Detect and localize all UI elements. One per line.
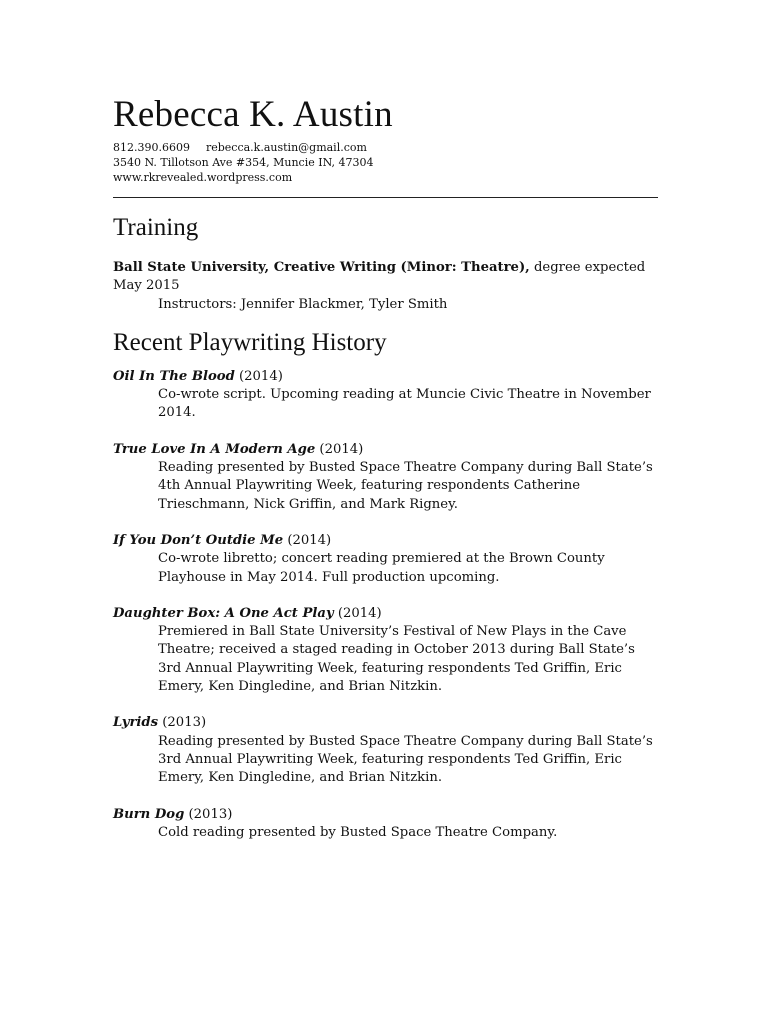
phone-number: 812.390.6609 [113, 141, 190, 154]
degree-text: degree expected May 2015 [113, 260, 646, 294]
play-year: (2014) [283, 532, 332, 548]
history-entry [113, 806, 658, 843]
play-year: (2014) [234, 368, 283, 384]
history-heading: Recent Playwriting History [113, 328, 387, 356]
resume-body [113, 213, 658, 860]
playwriting-history-section [113, 328, 658, 842]
header-divider [113, 197, 658, 198]
play-description: Premiered in Ball State University’s Festival of New Plays in the Cave Theatre; received a staged reading in October 2013 during Ball State’s 3rd Annual Playwriting Week, featuring respondents Ted Griffin, Eric Emery, Ken Dingledine, and Brian Nitzkin. [158, 624, 635, 695]
school-name: Ball State University, Creative Writing (Minor: Theatre), [113, 260, 530, 275]
entry-title-line [113, 806, 658, 824]
applicant-name: Rebecca K. Austin [113, 94, 393, 135]
email-address: rebecca.k.austin@gmail.com [205, 141, 367, 154]
history-entry [113, 368, 658, 423]
entry-title-line [113, 714, 658, 732]
play-title: Lyrids [113, 715, 159, 731]
history-entry [113, 441, 658, 514]
history-entry [113, 532, 658, 587]
play-year: (2013) [158, 715, 207, 731]
play-title: Daughter Box: A One Act Play [113, 605, 334, 621]
training-section [113, 213, 658, 314]
training-heading: Training [113, 214, 199, 241]
play-year: (2014) [315, 441, 364, 457]
play-description: Co-wrote libretto; concert reading premiered at the Brown County Playhouse in May 2014. Full production upcoming. [158, 551, 605, 585]
training-school-line [113, 259, 658, 296]
play-description: Cold reading presented by Busted Space Theatre Company. [158, 824, 558, 840]
entry-title-line [113, 441, 658, 459]
play-title: If You Don’t Outdie Me [113, 532, 284, 548]
entry-title-line [113, 368, 658, 386]
play-title: Oil In The Blood [113, 368, 235, 384]
play-title: Burn Dog [113, 806, 185, 822]
play-description: Co-wrote script. Upcoming reading at Muncie Civic Theatre in November 2014. [158, 387, 651, 421]
website-url: www.rkrevealed.wordpress.com [113, 171, 293, 184]
play-year: (2014) [333, 605, 382, 621]
resume-header [113, 94, 658, 185]
entry-title-line [113, 605, 658, 623]
play-title: True Love In A Modern Age [113, 441, 316, 457]
play-description: Reading presented by Busted Space Theatre Company during Ball State’s 3rd Annual Playwriting Week, featuring respondents Ted Griffin, Eric Emery, Ken Dingledine, and Brian Nitzkin. [158, 733, 653, 786]
play-year: (2013) [184, 806, 233, 822]
training-instructors: Instructors: Jennifer Blackmer, Tyler Smith [158, 296, 448, 312]
mailing-address: 3540 N. Tillotson Ave #354, Muncie IN, 47304 [113, 156, 374, 169]
entry-title-line [113, 532, 658, 550]
history-entry [113, 714, 658, 787]
play-description: Reading presented by Busted Space Theatre Company during Ball State’s 4th Annual Playwriting Week, featuring respondents Catherine Trieschmann, Nick Griffin, and Mark Rigney. [158, 460, 653, 512]
contact-line-1 [113, 140, 658, 155]
history-entry [113, 605, 658, 696]
